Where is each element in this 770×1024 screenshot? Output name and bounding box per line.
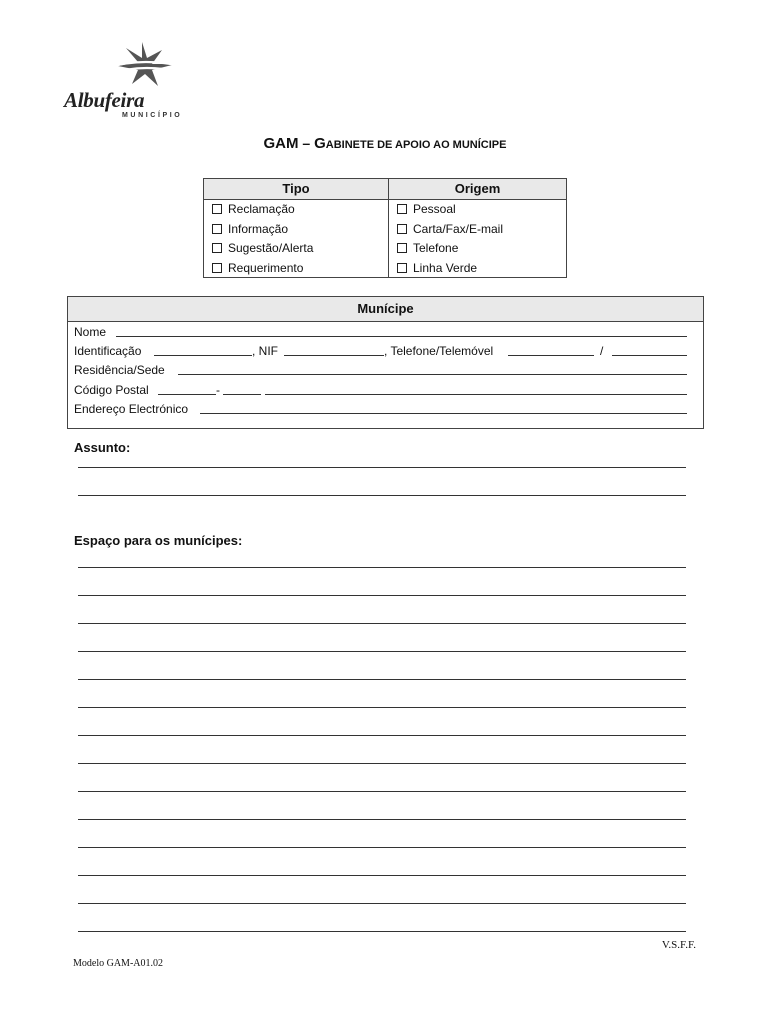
tipo-option[interactable] xyxy=(204,239,388,259)
origem-option-label: Carta/Fax/E-mail xyxy=(413,221,504,236)
nome-row xyxy=(74,323,687,341)
origem-option-label: Telefone xyxy=(413,241,459,255)
codigo-postal-ext-field[interactable] xyxy=(223,394,261,395)
assunto-label: Assunto: xyxy=(74,440,131,455)
tipo-option[interactable] xyxy=(204,259,388,279)
checkbox-icon[interactable] xyxy=(397,243,407,253)
tipo-option-label: Informação xyxy=(228,221,289,236)
origem-option-label: Pessoal xyxy=(413,202,456,216)
espaco-line[interactable] xyxy=(78,931,686,932)
email-label: Endereço Electrónico xyxy=(74,402,189,416)
origem-option[interactable] xyxy=(389,200,566,220)
identificacao-field[interactable] xyxy=(154,355,252,356)
municipe-header: Munícipe xyxy=(68,297,703,322)
nome-label: Nome xyxy=(74,325,107,339)
espaco-line[interactable] xyxy=(78,791,686,792)
page-title xyxy=(0,135,770,152)
logo-brand-text: Albufeira xyxy=(64,88,145,112)
tipo-option-label: Requerimento xyxy=(228,260,304,275)
origem-option-label: Linha Verde xyxy=(413,260,478,275)
tipo-header: Tipo xyxy=(204,179,388,200)
checkbox-icon[interactable] xyxy=(397,263,407,273)
espaco-line[interactable] xyxy=(78,847,686,848)
telemovel-field[interactable] xyxy=(612,355,687,356)
title-dash: – xyxy=(298,135,315,151)
email-row xyxy=(74,400,687,418)
vsff-note: V.S.F.F. xyxy=(661,939,696,951)
tipo-column xyxy=(204,179,389,277)
espaco-line[interactable] xyxy=(78,875,686,876)
espaco-line[interactable] xyxy=(78,651,686,652)
title-rest: ABINETE DE APOIO AO MUNÍCIPE xyxy=(325,139,507,151)
checkbox-icon[interactable] xyxy=(397,224,407,234)
telefone-field[interactable] xyxy=(508,355,594,356)
model-code: Modelo GAM-A01.02 xyxy=(73,958,163,969)
assunto-line[interactable] xyxy=(78,495,686,496)
tipo-option[interactable] xyxy=(204,220,388,240)
tipo-option-label: Reclamação xyxy=(228,202,295,216)
logo-sub-text: MUNICÍPIO xyxy=(122,112,183,119)
espaco-line[interactable] xyxy=(78,903,686,904)
codigo-postal-label: Código Postal xyxy=(74,383,149,397)
origem-option[interactable] xyxy=(389,239,566,259)
codigo-postal-field[interactable] xyxy=(158,394,216,395)
localidade-field[interactable] xyxy=(265,394,687,395)
nif-field[interactable] xyxy=(284,355,384,356)
nome-field[interactable] xyxy=(116,336,687,337)
checkbox-icon[interactable] xyxy=(212,263,222,273)
identificacao-row xyxy=(74,342,687,360)
star-logo-icon xyxy=(114,40,184,90)
origem-option[interactable] xyxy=(389,259,566,279)
residencia-field[interactable] xyxy=(178,374,687,375)
origem-option[interactable] xyxy=(389,220,566,240)
identificacao-label: Identificação xyxy=(74,344,142,358)
title-acronym: GAM xyxy=(263,135,299,152)
residencia-row xyxy=(74,361,687,379)
checkbox-icon[interactable] xyxy=(212,204,222,214)
espaco-line[interactable] xyxy=(78,567,686,568)
tipo-option-label: Sugestão/Alerta xyxy=(228,241,314,255)
espaco-line[interactable] xyxy=(78,819,686,820)
tipo-option[interactable] xyxy=(204,200,388,220)
origem-header: Origem xyxy=(389,179,566,200)
nif-label: , NIF xyxy=(252,344,278,358)
espaco-line[interactable] xyxy=(78,735,686,736)
title-first-letter: G xyxy=(314,135,326,152)
checkbox-icon[interactable] xyxy=(397,204,407,214)
residencia-label: Residência/Sede xyxy=(74,363,165,377)
albufeira-logo xyxy=(64,40,194,120)
origem-column xyxy=(389,179,566,277)
tipo-origem-table xyxy=(203,178,567,278)
telefone-label: , Telefone/Telemóvel xyxy=(384,344,494,358)
espaco-line[interactable] xyxy=(78,707,686,708)
codigo-postal-row xyxy=(74,381,687,399)
espaco-line[interactable] xyxy=(78,595,686,596)
espaco-line[interactable] xyxy=(78,763,686,764)
municipe-box xyxy=(67,296,704,429)
codigo-postal-dash: - xyxy=(216,383,220,397)
slash-label: / xyxy=(600,344,604,358)
assunto-line[interactable] xyxy=(78,467,686,468)
email-field[interactable] xyxy=(200,413,687,414)
checkbox-icon[interactable] xyxy=(212,224,222,234)
espaco-label: Espaço para os munícipes: xyxy=(74,533,243,548)
espaco-line[interactable] xyxy=(78,623,686,624)
checkbox-icon[interactable] xyxy=(212,243,222,253)
espaco-line[interactable] xyxy=(78,679,686,680)
